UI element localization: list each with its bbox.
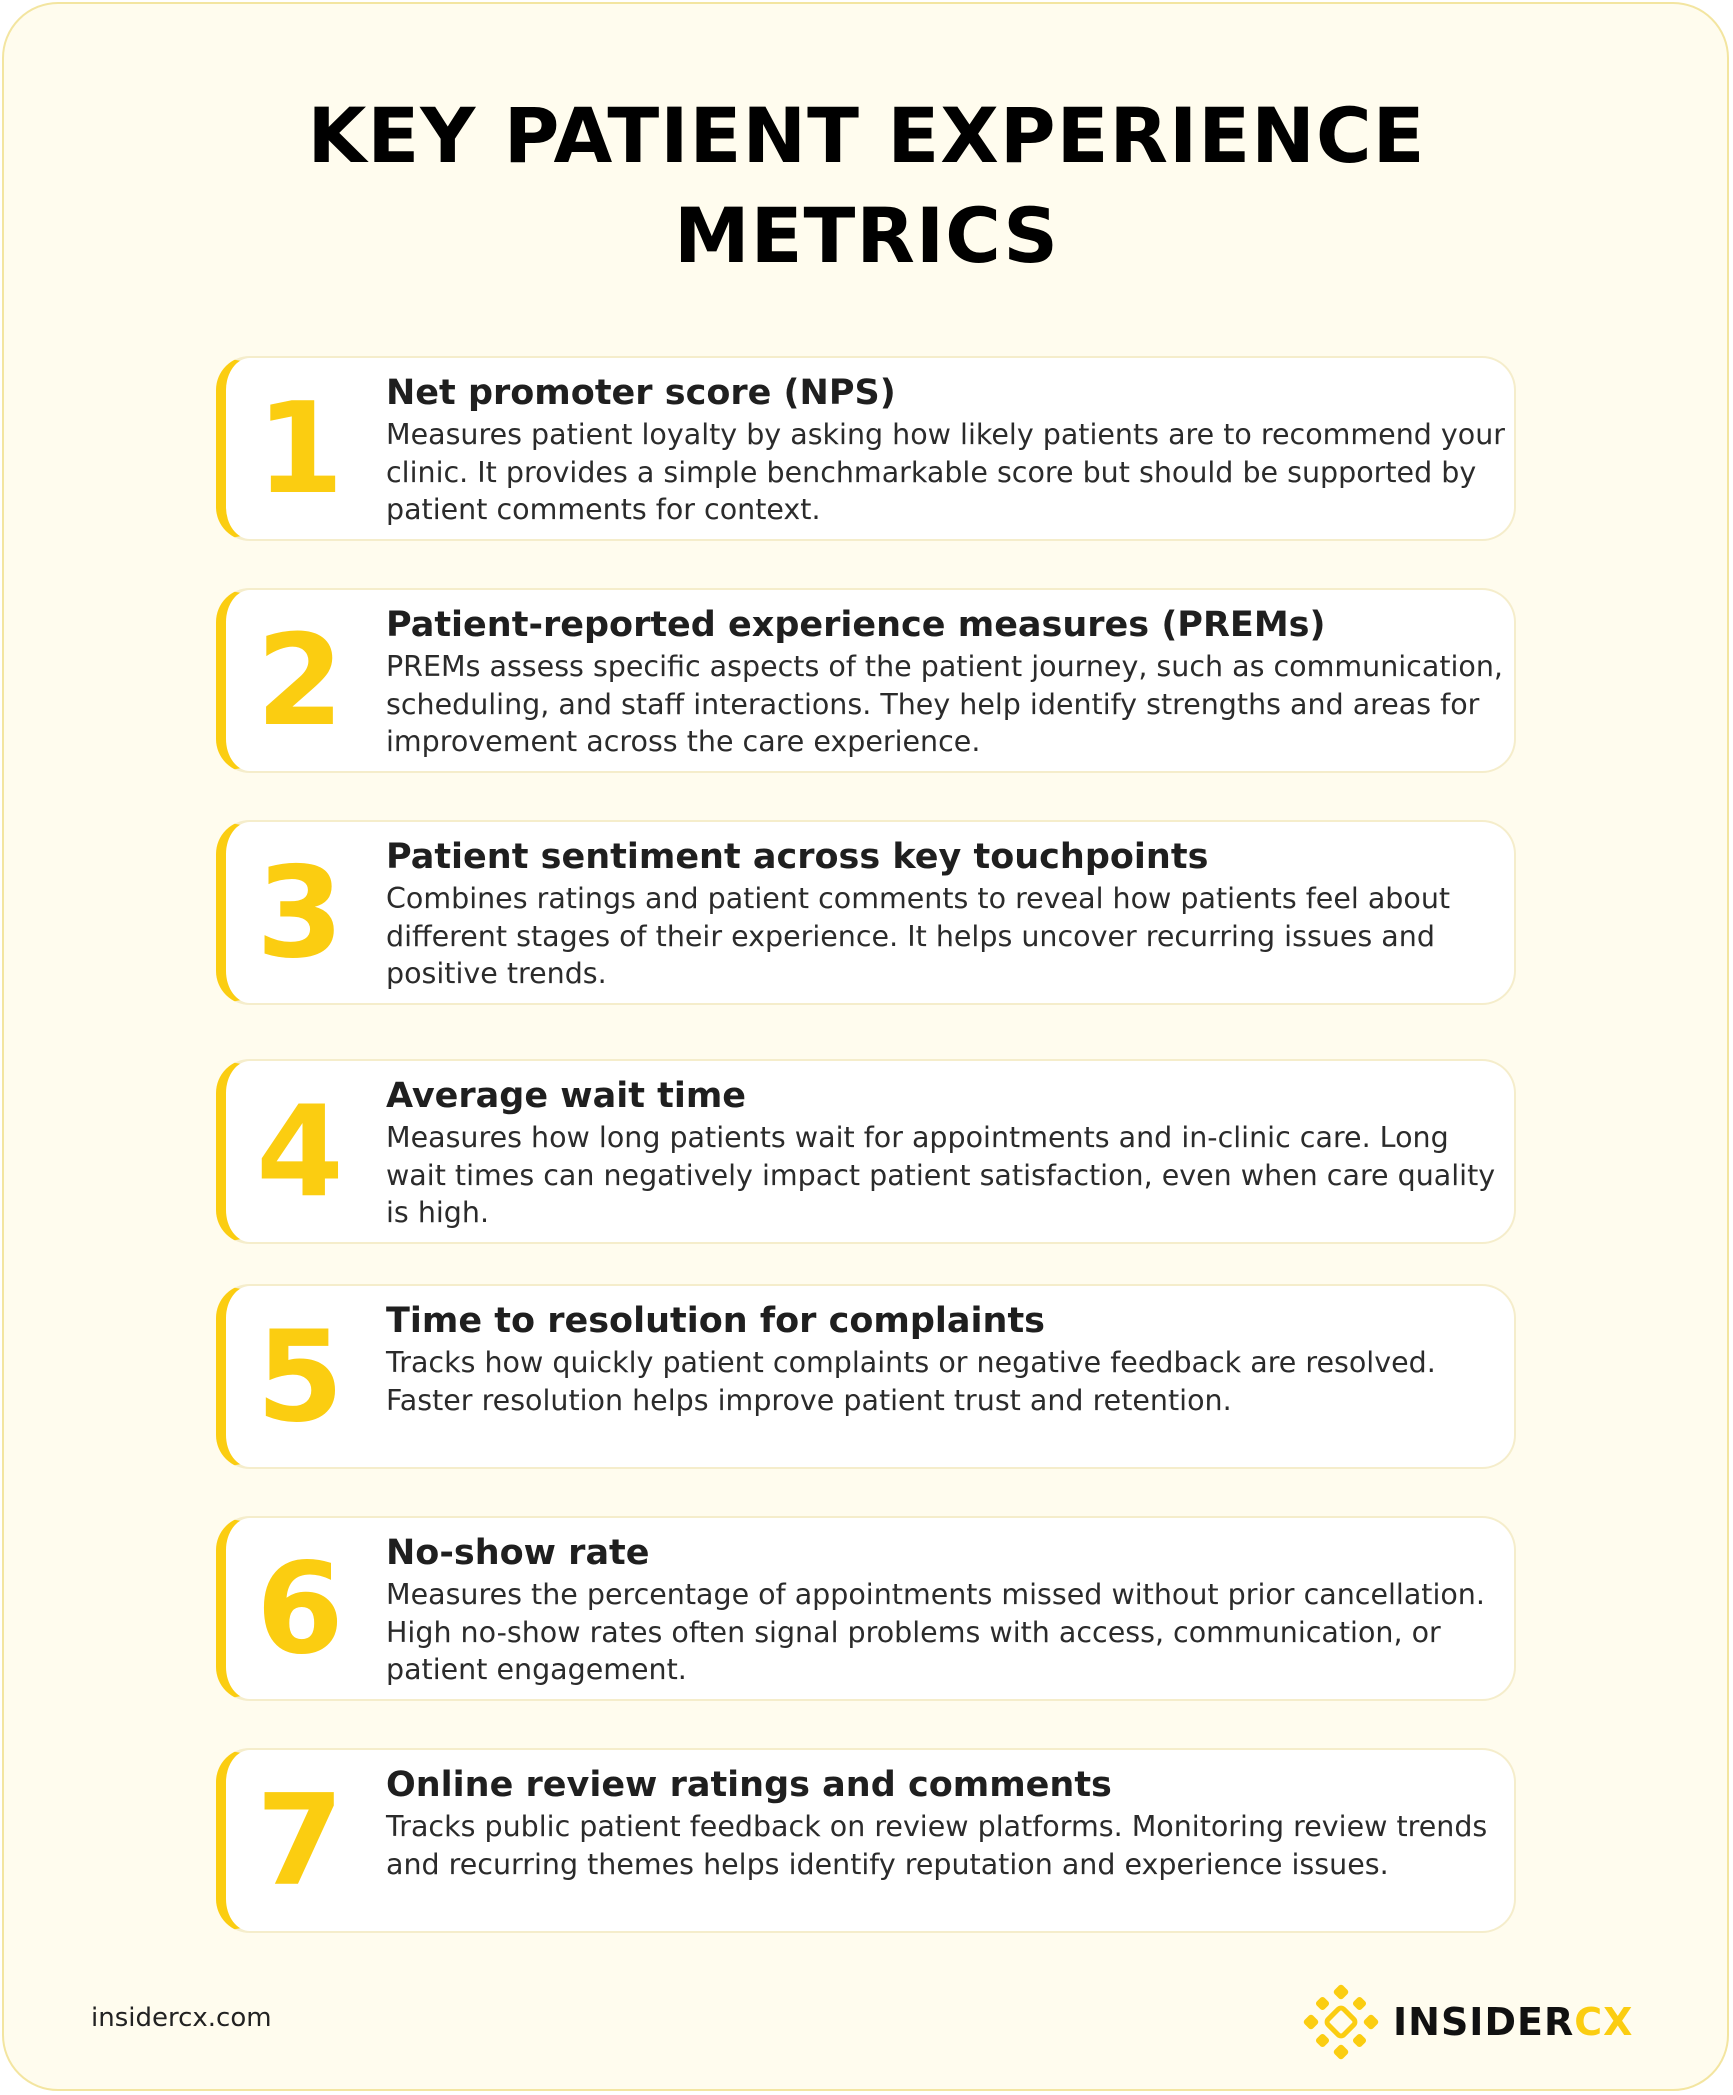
metric-card-1 <box>216 356 1516 541</box>
metric-title: Net promoter score (NPS) <box>386 373 896 413</box>
metric-number: 2 <box>256 607 344 754</box>
metric-number: 5 <box>256 1303 344 1450</box>
logo-wordmark <box>1393 2000 1633 2044</box>
insidercx-logo[interactable] <box>1303 1982 1633 2062</box>
metric-title: Patient-reported experience measures (PREMs) <box>386 605 1326 645</box>
metric-description: Combines ratings and patient comments to reveal how patients feel about different stages of their experience. It helps uncover recurring issues and positive trends. <box>386 882 1451 990</box>
metric-card-3 <box>216 820 1516 1005</box>
logo-text-accent: CX <box>1574 2000 1634 2044</box>
metric-card-6 <box>216 1516 1516 1701</box>
page-title <box>0 86 1733 286</box>
page-title-line-1: KEY PATIENT EXPERIENCE <box>307 91 1426 180</box>
metric-number: 4 <box>256 1078 344 1225</box>
metric-title: No-show rate <box>386 1533 650 1573</box>
metric-card-5 <box>216 1284 1516 1469</box>
metric-card-4 <box>216 1059 1516 1244</box>
metric-number: 7 <box>256 1767 344 1914</box>
metric-card-7 <box>216 1748 1516 1933</box>
metric-title: Time to resolution for complaints <box>386 1301 1046 1341</box>
metric-card-2 <box>216 588 1516 773</box>
metric-description: Tracks public patient feedback on review platforms. Monitoring review trends and recurring themes helps identify reputation and experience issues. <box>386 1810 1488 1881</box>
metric-title: Online review ratings and comments <box>386 1765 1112 1805</box>
metric-description: Measures patient loyalty by asking how likely patients are to recommend your clinic. It provides a simple benchmarkable score but should be supported by patient comments for context. <box>386 418 1505 526</box>
insidercx-logo-icon <box>1303 1984 1379 2060</box>
page-title-line-2: METRICS <box>673 191 1060 280</box>
metric-number: 6 <box>256 1535 344 1682</box>
metric-description: Measures how long patients wait for appointments and in-clinic care. Long wait times can negatively impact patient satisfaction, even when care quality is high. <box>386 1121 1496 1229</box>
footer-url[interactable]: insidercx.com <box>91 2003 272 2033</box>
metric-description: PREMs assess specific aspects of the patient journey, such as communication, scheduling, and staff interactions. They help identify strengths and areas for improvement across the care experience. <box>386 650 1503 758</box>
metric-description: Measures the percentage of appointments missed without prior cancellation. High no-show rates often signal problems with access, communication, or patient engagement. <box>386 1578 1485 1686</box>
metric-number: 3 <box>256 839 344 986</box>
logo-text-main: INSIDER <box>1393 2000 1575 2044</box>
metric-title: Average wait time <box>386 1076 747 1116</box>
metric-description: Tracks how quickly patient complaints or negative feedback are resolved. Faster resolution helps improve patient trust and retention. <box>386 1346 1436 1417</box>
metric-number: 1 <box>256 375 344 522</box>
metric-title: Patient sentiment across key touchpoints <box>386 837 1209 877</box>
